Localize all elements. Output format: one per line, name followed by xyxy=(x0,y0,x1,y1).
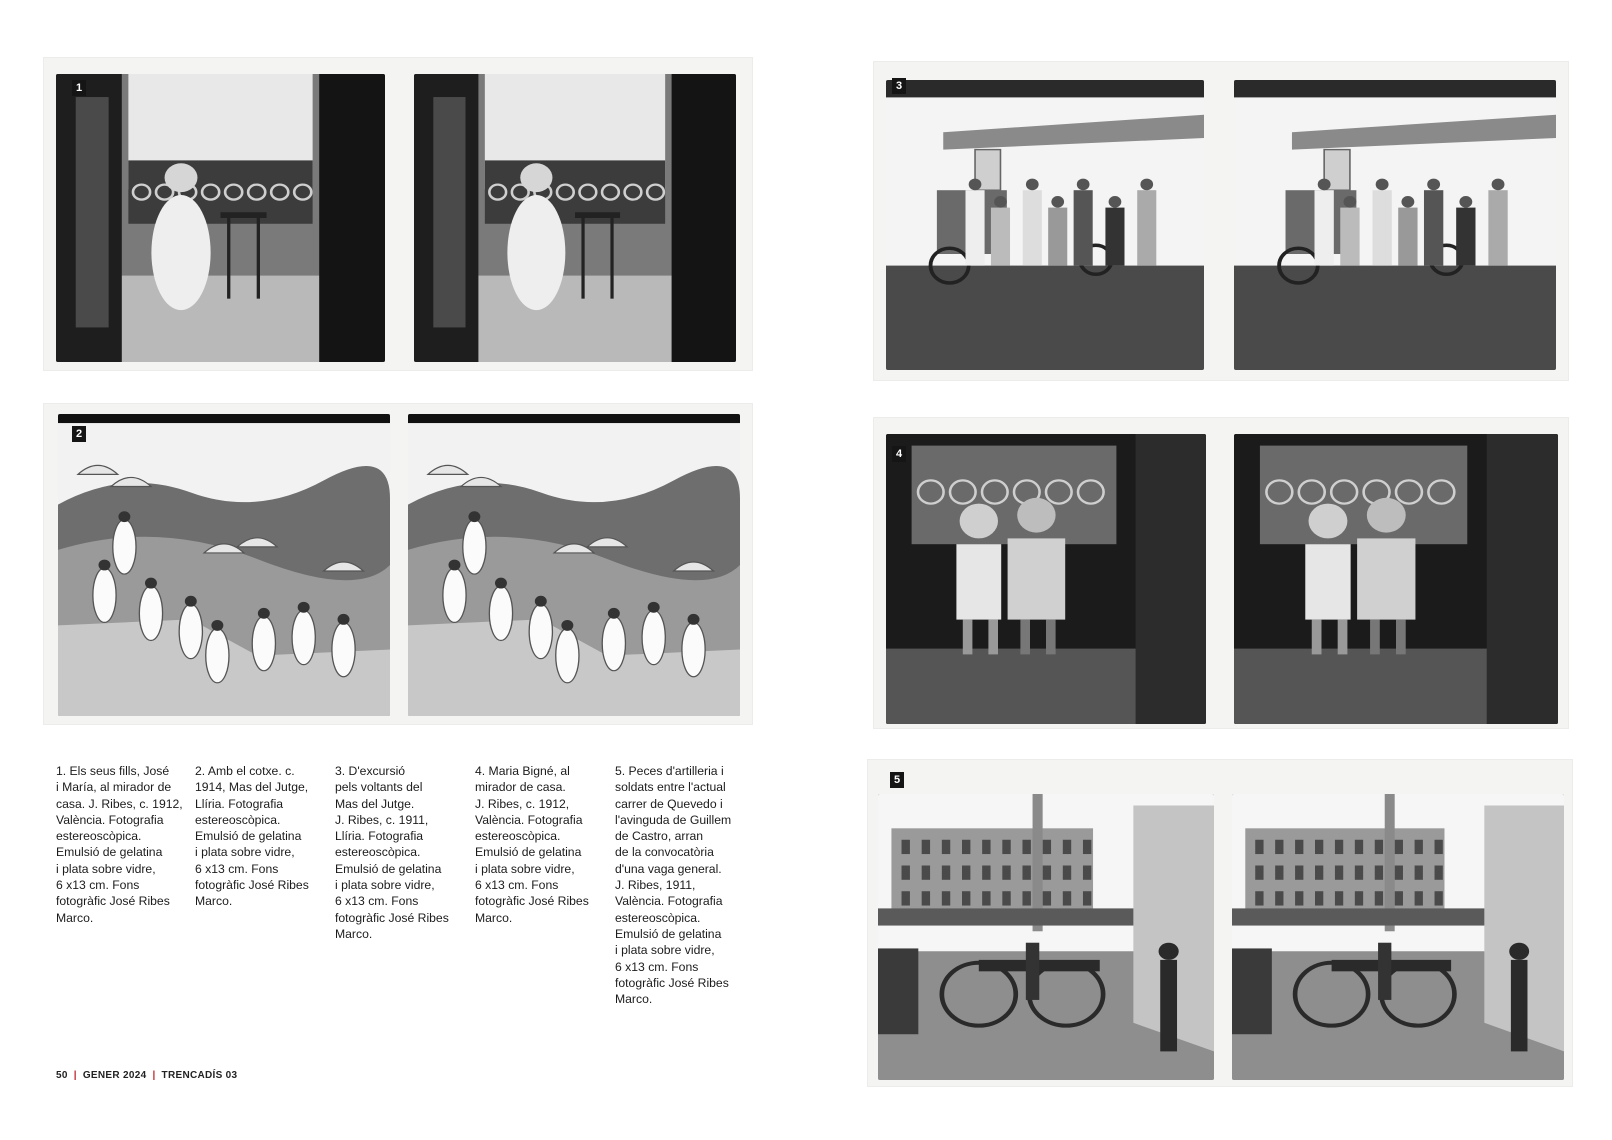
plate-number-1: 1 xyxy=(72,80,86,96)
folio-separator-2: | xyxy=(152,1070,156,1081)
photo-plate-5-left xyxy=(878,794,1214,1080)
stereo-plate-2 xyxy=(44,404,752,724)
plate-number-4: 4 xyxy=(892,446,906,462)
caption-3: 3. D'excursió pels voltants del Mas del Jutge. J. Ribes, c. 1911, Llíria. Fotografia estereoscòpica. Emulsió de gelatina i plata sobre vidre, 6 x13 cm. Fons fotogràfic José Ribes Marco. xyxy=(335,764,449,941)
photo-scene xyxy=(886,80,1204,370)
caption-4: 4. Maria Bigné, al mirador de casa. J. Ribes, c. 1912, València. Fotografia estereoscòpica. Emulsió de gelatina i plata sobre vidre, 6 x13 cm. Fons fotogràfic José Ribes Marco. xyxy=(475,764,589,925)
plate-number-5: 5 xyxy=(890,772,904,788)
stereo-plate-4 xyxy=(874,418,1568,728)
stereo-plate-3 xyxy=(874,62,1568,380)
stereo-plate-1 xyxy=(44,58,752,370)
captions xyxy=(56,763,756,1023)
photo-scene xyxy=(878,794,1214,1080)
photo-plate-3-right xyxy=(1234,80,1556,370)
stereo-plate-5 xyxy=(868,760,1572,1086)
photo-scene xyxy=(414,74,736,362)
photo-scene xyxy=(58,414,390,716)
photo-plate-4-left xyxy=(886,434,1206,724)
plate-number-3: 3 xyxy=(892,78,906,94)
magazine-name: TRENCADÍS 03 xyxy=(161,1070,238,1081)
caption-1: 1. Els seus fills, José i María, al mirador de casa. J. Ribes, c. 1912, València. Fotografia estereoscòpica. Emulsió de gelatina i plata sobre vidre, 6 x13 cm. Fons fotogràfic José Ribes Marco. xyxy=(56,764,183,925)
page-folio xyxy=(56,1070,237,1081)
page-number: 50 xyxy=(56,1070,68,1081)
issue-label: GENER 2024 xyxy=(82,1070,147,1081)
photo-plate-4-right xyxy=(1234,434,1558,724)
folio-separator-1: | xyxy=(73,1070,77,1081)
photo-scene xyxy=(56,74,385,362)
caption-5: 5. Peces d'artilleria i soldats entre l'actual carrer de Quevedo i l'avinguda de Guillem de Castro, arran de la convocatòria d'una vaga general. J. Ribes, 1911, València. Fotografia estereoscòpica. Emulsió de gelatina i plata sobre vidre, 6 x13 cm. Fons fotogràfic José Ribes Marco. xyxy=(615,764,732,1007)
caption-2: 2. Amb el cotxe. c. 1914, Mas del Jutge, Llíria. Fotografia estereoscòpica. Emulsió de gelatina i plata sobre vidre, 6 x13 cm. Fons fotogràfic José Ribes Marco. xyxy=(195,764,309,909)
photo-scene xyxy=(408,414,740,716)
photo-plate-1-left xyxy=(56,74,385,362)
right-page xyxy=(806,0,1612,1140)
photo-scene xyxy=(1234,434,1558,724)
photo-plate-2-right xyxy=(408,414,740,716)
photo-plate-3-left xyxy=(886,80,1204,370)
photo-scene xyxy=(1232,794,1564,1080)
photo-scene xyxy=(1234,80,1556,370)
photo-plate-2-left xyxy=(58,414,390,716)
plate-number-2: 2 xyxy=(72,426,86,442)
photo-plate-1-right xyxy=(414,74,736,362)
photo-scene xyxy=(886,434,1206,724)
photo-plate-5-right xyxy=(1232,794,1564,1080)
